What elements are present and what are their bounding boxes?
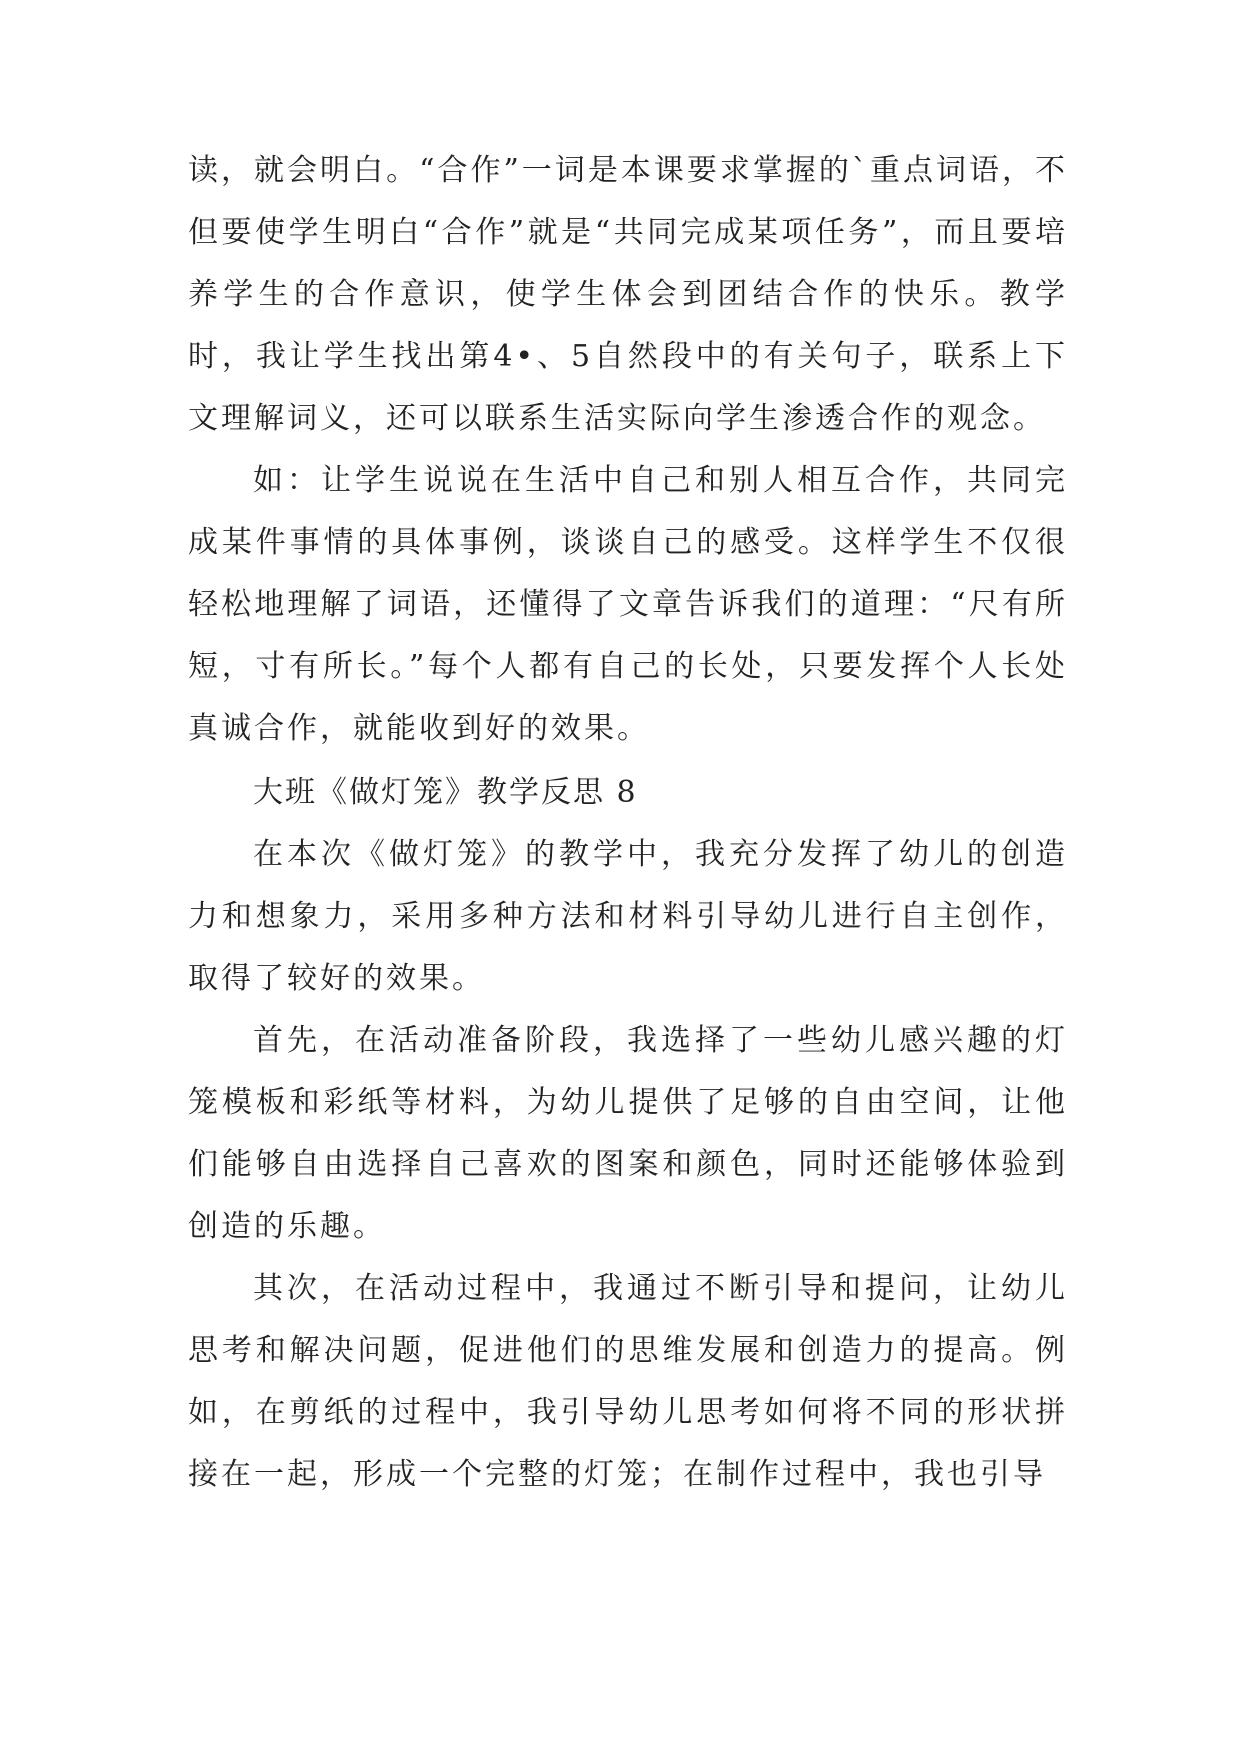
paragraph-first: 首先，在活动准备阶段，我选择了一些幼儿感兴趣的灯笼模板和彩纸等材料，为幼儿提供了足够的自由空间，让他们能够自由选择自己喜欢的图案和颜色，同时还能够体验到创造的乐趣。 [188,1023,1068,1244]
paragraph-intro: 在本次《做灯笼》的教学中，我充分发挥了幼儿的创造力和想象力，采用多种方法和材料引导幼儿进行自主创作，取得了较好的效果。 [188,837,1068,996]
paragraph-continuation: 读，就会明白。“合作”一词是本课要求掌握的`重点词语，不但要使学生明白“合作”就是“共同完成某项任务”，而且要培养学生的合作意识，使学生体会到团结合作的快乐。教学时，我让学生找出第4•、5自然段中的有关句子，联系上下文理解词义，还可以联系生活实际向学生渗透合作的观念。 [188,153,1068,436]
section-heading: 大班《做灯笼》教学反思 8 [253,775,638,810]
section-one [188,140,1068,760]
paragraph-second: 其次，在活动过程中，我通过不断引导和提问，让幼儿思考和解决问题，促进他们的思维发展和创造力的提高。例如，在剪纸的过程中，我引导幼儿思考如何将不同的形状拼接在一起，形成一个完整的灯笼；在制作过程中，我也引导 [188,1271,1068,1492]
paragraph-example: 如：让学生说说在生活中自己和别人相互合作，共同完成某件事情的具体事例，谈谈自己的感受。这样学生不仅很轻松地理解了词语，还懂得了文章告诉我们的道理：“尺有所短，寸有所长。”每个人都有自己的长处，只要发挥个人长处真诚合作，就能收到好的效果。 [188,463,1068,746]
section-two [188,762,1068,1506]
